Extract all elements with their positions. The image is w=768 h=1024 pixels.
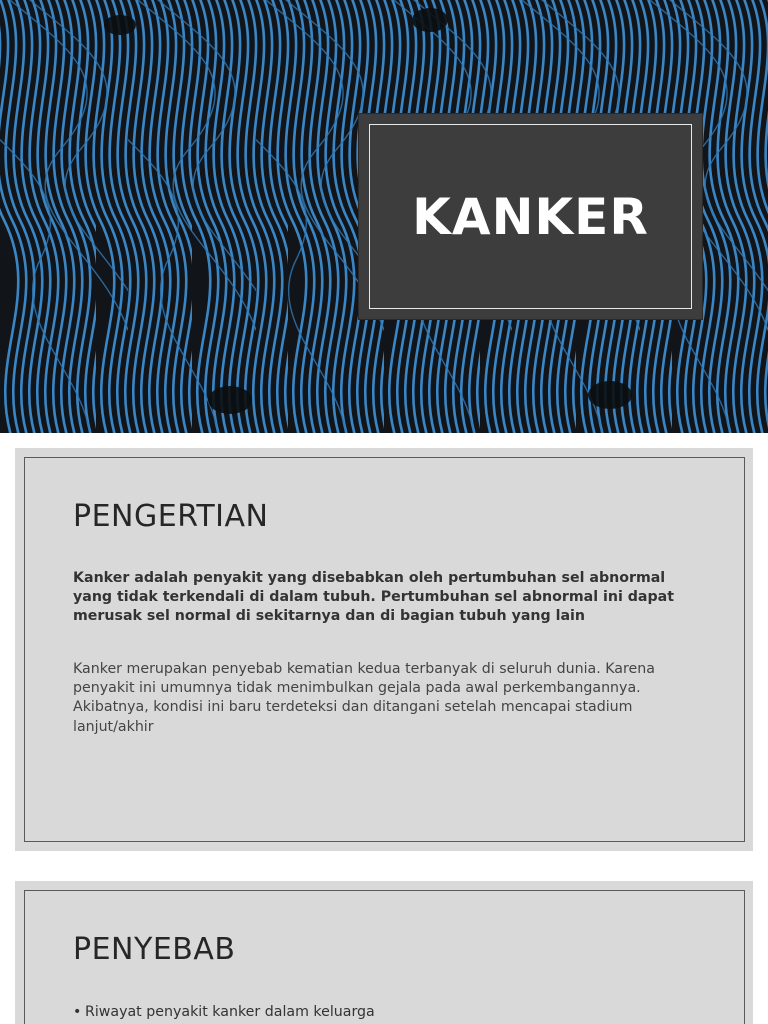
description-paragraph: Kanker merupakan penyebab kematian kedua terbanyak di seluruh dunia. Karena penyakit ini umumnya tidak menimbulkan gejala pada awal perkembangannya. Akibatnya, kondisi ini baru terdeteksi dan ditangani setelah mencapai stadium lanjut/akhir	[73, 661, 655, 735]
title-box-frame	[369, 124, 692, 309]
list-item-text: Riwayat penyakit kanker dalam keluarga	[85, 1004, 375, 1020]
slide-pengertian	[15, 448, 753, 851]
slide-heading: PENYEBAB	[73, 932, 236, 967]
title-box	[359, 114, 702, 319]
bullet-icon: •	[73, 1004, 82, 1020]
definition-paragraph: Kanker adalah penyakit yang disebabkan oleh pertumbuhan sel abnormal yang tidak terkendali di dalam tubuh. Pertumbuhan sel abnormal ini dapat merusak sel normal di sekitarnya dan di bagian tubuh yang lain	[73, 570, 675, 625]
list-item	[73, 1003, 375, 1022]
title-slide	[0, 0, 768, 433]
slide-title: KANKER	[412, 187, 649, 246]
slide-penyebab	[15, 881, 753, 1024]
slide-heading: PENGERTIAN	[73, 499, 269, 534]
cause-list	[73, 1003, 375, 1022]
